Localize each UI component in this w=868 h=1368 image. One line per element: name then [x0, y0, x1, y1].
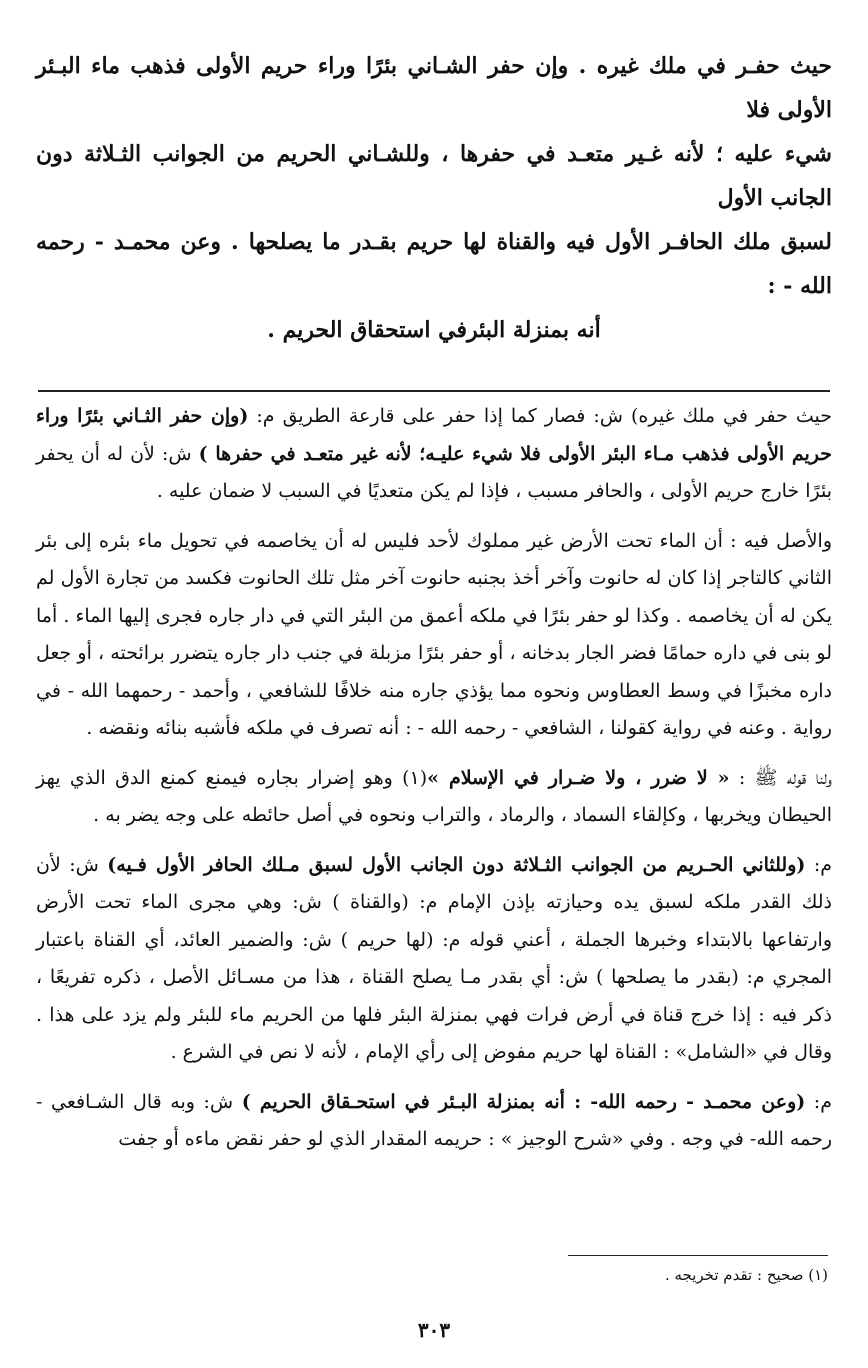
commentary [36, 398, 832, 1159]
matn-line: حيث حفـر في ملك غيره . وإن حفر الشـاني بئرًا وراء حريم الأولى فذهب ماء البـئر الأولى فلا [36, 53, 832, 123]
commentary-text: ش: وبه قال الشـافعي - رحمه الله- في وجه . وفي «شرح الوجيز » : حريمه المقدار الذي لو حفر نقض ماءه أو جفت [36, 1090, 832, 1150]
matn-line: شيء عليه ؛ لأنه غـير متعـد في حفرها ، وللشـاني الحريم من الجوانب الثـلاثة دون الجانب الأول [36, 141, 832, 211]
matn-text [36, 44, 832, 352]
commentary-text: م: [805, 853, 832, 876]
matn-line: أنه بمنزلة البئرفي استحقاق الحريم . [267, 317, 601, 343]
commentary-text: ش: لأن له أن يحفر بئرًا خارج حريم الأولى ، والحافر مسبب ، فإذا لم يكن متعديًا في السبب لا ضمان عليه . [36, 442, 832, 502]
commentary-quote: « لا ضرر ، ولا ضـرار في الإسلام » [427, 766, 730, 789]
matn-line: لسبق ملك الحافـر الأول فيه والقناة لها حريم بقـدر ما يصلحها . وعن محمـد - رحمه الله - : [36, 229, 832, 299]
commentary-text: م: [805, 1090, 832, 1113]
commentary-text: (١) وهو إضرار بجاره فيمنع كمنع الدق الذي يهز الحيطان ويخربها ، وكإلقاء السماد ، والرماد ، والتراب ونحوه في أصل حائطه على وجه يضر به . [36, 766, 832, 826]
commentary-paragraph [36, 847, 832, 1072]
commentary-paragraph [36, 523, 832, 748]
commentary-text: والأصل فيه : أن الماء تحت الأرض غير مملوك لأحد فليس له أن يخاصمه في تحويل ماء بئره إلى بئر الثاني كالتاجر إذا كان له حانوت وآخر أخذ بجنبه حانوت آخر مثل تلك الحانوت فكسد من تجارة الأول لم يكن له أن يخاصمه . وكذا لو حفر بئرًا في ملكه أعمق من البئر التي في دار جاره فجرى إليها الماء . أما لو بنى في داره حمامًا فضر الجار بدخانه ، أو حفر بئرًا مزبلة في جنب دار جاره يتضرر برائحته ، أو جعل داره مخبزًا في وسط العطاوس ونحوه مما يؤذي جاره منه خلافًا للشافعي ، وأحمد - رحمهما الله - في رواية . وعنه في رواية كقولنا ، الشافعي - رحمه الله - : أنه تصرف في ملكه فأشبه بنائه ونقضه . [36, 529, 832, 739]
commentary-text: ش: لأن ذلك القدر ملكه لسبق يده وحيازته بإذن الإمام م: (والقناة ) ش: وهي مجرى الماء تحت الأرض وارتفاعها بالابتداء وخبرها الجملة ، أعني قوله م: (لها حريم ) ش: والضمير العائد، أي القناة باعتبار المجري م: (بقدر ما يصلحها ) ش: أي بقدر مـا يصلح القناة ، هذا من مسـائل الأصل ، ذكره تفريعًا ، ذكر فيه : إذا خرج قناة في أرض فرات فهي بمنزلة البئر فلها من الحريم ماء للبئر ولم يزد على هذا . وقال في «الشامل» : القناة لها حريم مفوض إلى رأي الإمام ، لأنه لا نص في الشرع . [36, 853, 832, 1063]
commentary-paragraph [36, 760, 832, 835]
separator-rule [38, 390, 830, 392]
commentary-text: ولنا قوله ﷺ : [729, 766, 832, 789]
commentary-quote: (وعن محمـد - رحمه الله- : أنه بمنزلة البـئر في استحـقاق الحريم ) [241, 1090, 806, 1113]
commentary-quote: (وإن حفر الثـاني بئرًا وراء حريم الأولى فذهب مـاء البئر الأولى فلا شيء عليـه؛ لأنه غير متعـد في حفرها ) [36, 405, 833, 465]
commentary-paragraph [36, 1084, 832, 1159]
page-body [36, 44, 832, 1171]
commentary-quote: (وللثاني الحـريم من الجوانب الثـلاثة دون الجانب الأول لسبق مـلك الحافر الأول فـيه) [107, 853, 806, 876]
commentary-paragraph [36, 398, 832, 511]
footnote-rule [568, 1255, 828, 1256]
commentary-text: حيث حفر في ملك غيره) ش: فصار كما إذا حفر على قارعة الطريق م: [248, 405, 833, 427]
page-number: ٣٠٣ [417, 1318, 451, 1342]
footnote: (١) صحيح : تقدم تخريجه . [664, 1266, 828, 1284]
